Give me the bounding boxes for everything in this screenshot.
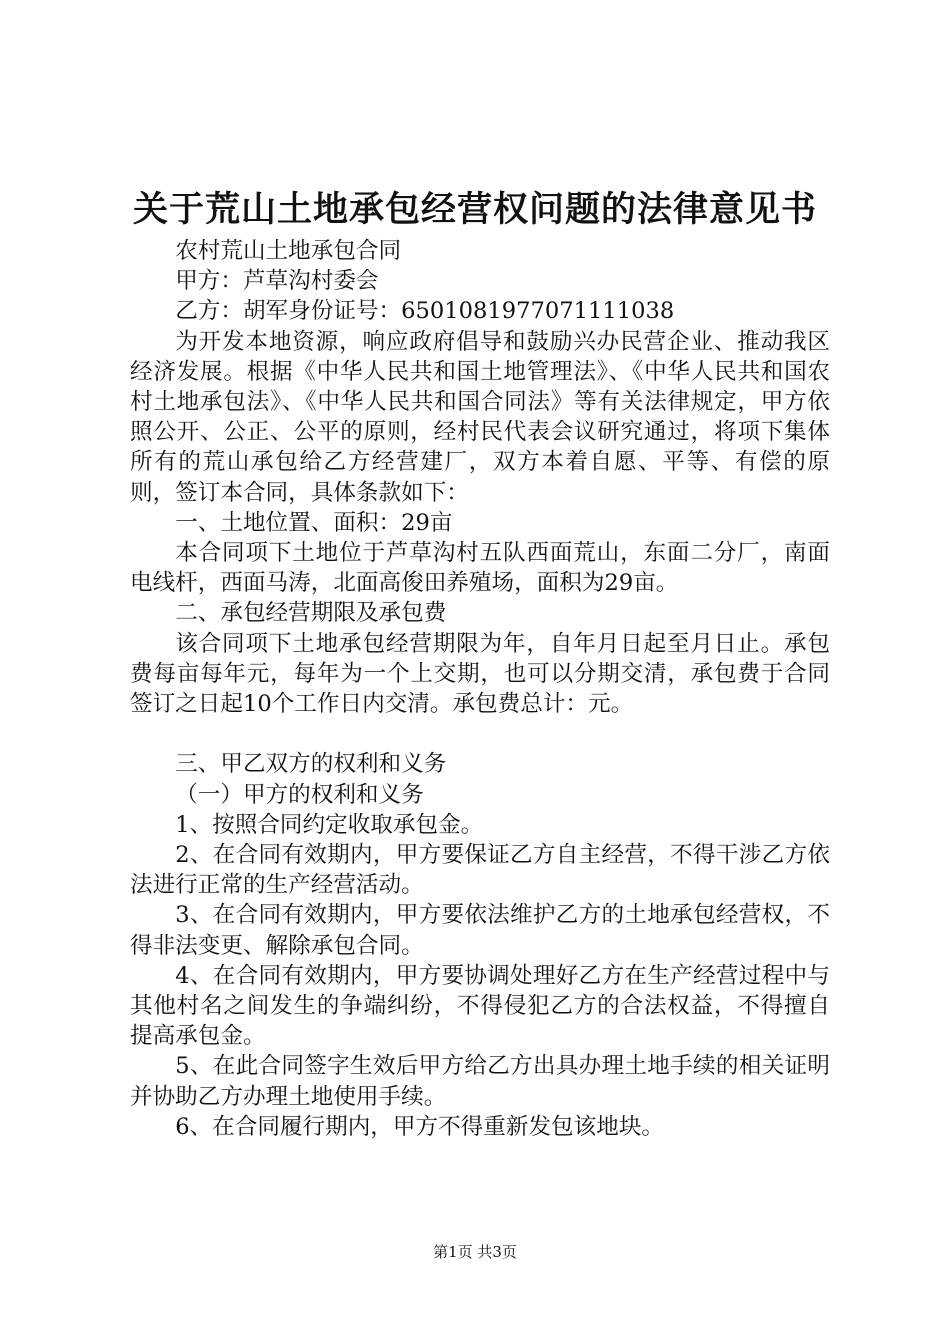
section-heading-term: 二、承包经营期限及承包费 (175, 600, 447, 627)
page-number: 第1页 共3页 (433, 1243, 517, 1261)
clause-4: 4、在合同有效期内，甲方要协调处理好乙方在生产经营过程中与其他村名之间发生的争端纠纷，不得侵犯乙方的合法权益，不得擅自提高承包金。 (130, 962, 830, 1050)
clause-3: 3、在合同有效期内，甲方要依法维护乙方的土地承包经营权，不得非法变更、解除承包合同。 (130, 902, 830, 959)
document-title: 关于荒山土地承包经营权问题的法律意见书 (132, 189, 817, 230)
section-heading-rights: 三、甲乙双方的权利和义务 (175, 751, 447, 778)
subsection-heading-party-a: （一）甲方的权利和义务 (175, 781, 424, 808)
blank-line (130, 719, 830, 749)
clause-2: 2、在合同有效期内，甲方要保证乙方自主经营，不得干涉乙方依法进行正常的生产经营活动。 (130, 842, 830, 899)
clause-1: 1、按照合同约定收取承包金。 (175, 811, 484, 838)
clause-5: 5、在此合同签字生效后甲方给乙方出具办理土地手续的相关证明并协助乙方办理土地使用手续。 (130, 1053, 830, 1110)
document-body (130, 236, 830, 1142)
paragraph-term: 该合同项下土地承包经营期限为年，自年月日起至月日止。承包费每亩每年元，每年为一个上交期，也可以分期交清，承包费于合同签订之日起10个工作日内交清。承包费总计：元。 (130, 630, 830, 718)
paragraph-preamble: 为开发本地资源，响应政府倡导和鼓励兴办民营企业、推动我区经济发展。根据《中华人民共和国土地管理法》、《中华人民共和国农村土地承包法》、《中华人民共和国合同法》等有关法律规定，甲方依照公开、公正、公平的原则，经村民代表会议研究通过，将项下集体所有的荒山承包给乙方经营建厂，双方本着自愿、平等、有偿的原则，签订本合同，具体条款如下： (130, 328, 830, 506)
clause-6: 6、在合同履行期内，甲方不得重新发包该地块。 (175, 1113, 665, 1140)
contract-heading: 农村荒山土地承包合同 (175, 238, 402, 264)
paragraph-location: 本合同项下土地位于芦草沟村五队西面荒山，东面二分厂，南面电线杆，西面马涛，北面高俊田养殖场，面积为29亩。 (130, 540, 830, 597)
party-b: 乙方：胡军身份证号：650108197707111103​8 (175, 298, 675, 325)
party-a: 甲方：芦草沟村委会 (175, 268, 379, 295)
section-heading-location: 一、土地位置、面积：29亩 (175, 509, 453, 536)
